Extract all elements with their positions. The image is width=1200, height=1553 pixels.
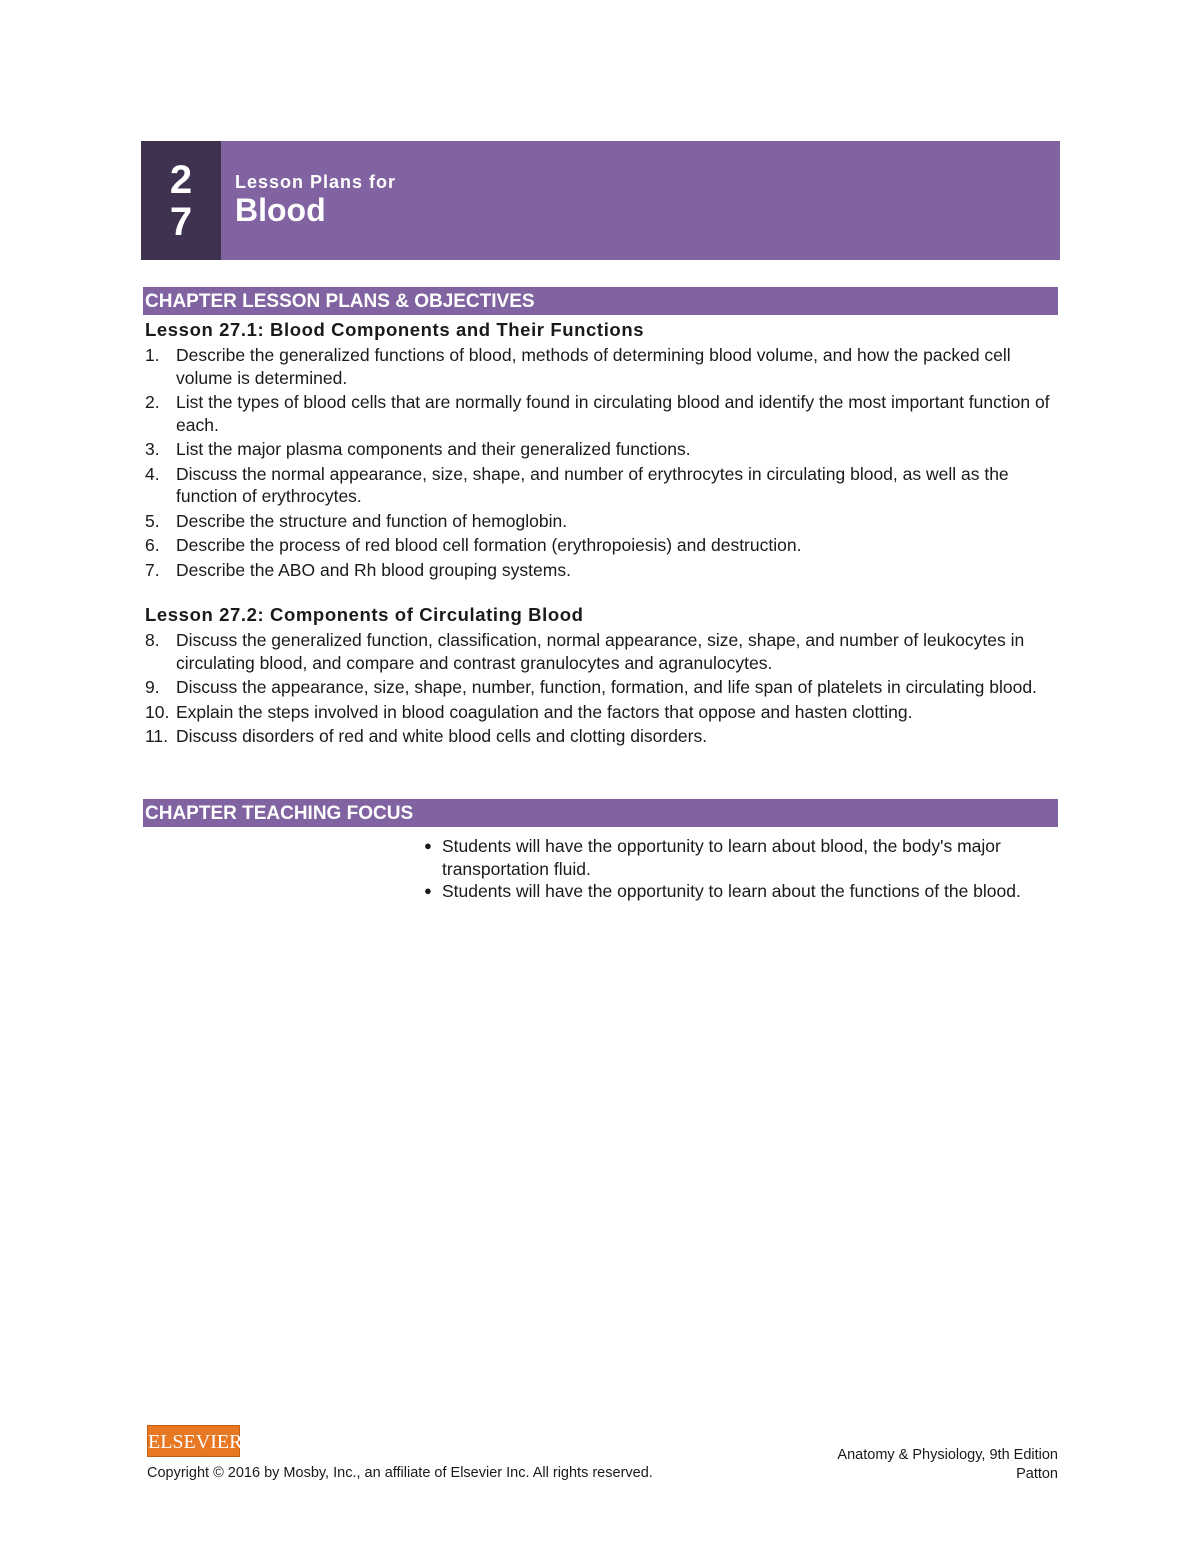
objective-item [145,344,1055,389]
teaching-focus-list [424,835,1044,903]
objective-number: 7. [145,559,160,580]
objective-item [145,701,1055,724]
objective-item [145,534,1055,557]
copyright-notice: Copyright © 2016 by Mosby, Inc., an affiliate of Elsevier Inc. All rights reserved. [147,1465,653,1481]
objective-number: 3. [145,439,160,459]
objective-number: 1. [145,345,160,365]
objective-number: 9. [145,677,160,697]
chapter-banner [141,141,1060,260]
objective-number: 11. [145,726,169,746]
objective-item [145,629,1055,674]
teaching-focus-item [424,835,1044,880]
objective-text: Discuss the appearance, size, shape, number, function, formation, and life span of platelets in circulating blood. [176,677,1037,697]
chapter-number-digit-2: 7 [169,199,193,244]
chapter-title: Blood [235,192,326,228]
teaching-focus-item [424,880,1044,903]
bullet-icon: ● [424,883,432,898]
book-author: Patton [1016,1466,1058,1482]
lesson-27-1-objectives [145,344,1055,583]
objective-text: List the types of blood cells that are normally found in circulating blood and identify the most important function of each. [176,392,1050,435]
teaching-focus-section-header: CHAPTER TEACHING FOCUS [143,799,1058,827]
objective-item [145,391,1055,436]
objective-text: Describe the structure and function of hemoglobin. [176,510,568,531]
objective-item [145,463,1055,508]
objective-text: Discuss the generalized function, classification, normal appearance, size, shape, and number of leukocytes in circulating blood, and compare and contrast granulocytes and agranulocytes. [176,630,1025,673]
elsevier-logo: ELSEVIER [147,1425,240,1457]
objective-text: Discuss the normal appearance, size, shape, and number of erythrocytes in circulating blood, as well as the function of erythrocytes. [176,463,1009,506]
objective-number: 5. [145,510,160,531]
objective-text: Describe the ABO and Rh blood grouping systems. [176,559,571,580]
objective-item [145,559,1055,582]
objective-item [145,725,1055,748]
objective-item [145,510,1055,533]
objective-number: 8. [145,630,160,650]
objective-item [145,438,1055,461]
objective-number: 6. [145,535,160,555]
objective-number: 4. [145,463,160,484]
teaching-focus-text: Students will have the opportunity to learn about blood, the body's major transportation fluid. [442,836,1001,879]
chapter-number-digit-1: 2 [169,157,193,202]
objectives-section-header: CHAPTER LESSON PLANS & OBJECTIVES [143,287,1058,315]
objective-text: Describe the generalized functions of blood, methods of determining blood volume, and how the packed cell volume is determined. [176,345,1011,388]
book-info [837,1446,1058,1484]
lesson-27-1-heading: Lesson 27.1: Blood Components and Their Functions [145,319,645,340]
objective-text: Discuss disorders of red and white blood cells and clotting disorders. [176,726,708,746]
chapter-subtitle: Lesson Plans for [235,172,397,192]
objective-text: List the major plasma components and their generalized functions. [176,439,691,459]
chapter-number [141,141,221,260]
book-title: Anatomy & Physiology, 9th Edition [837,1447,1058,1463]
objective-text: Explain the steps involved in blood coagulation and the factors that oppose and hasten clotting. [176,701,913,722]
lesson-27-2-objectives [145,629,1055,750]
objective-item [145,676,1055,699]
lesson-27-2-heading: Lesson 27.2: Components of Circulating Blood [145,604,584,625]
chapter-title-block [221,141,396,260]
teaching-focus-text: Students will have the opportunity to learn about the functions of the blood. [442,881,1021,901]
objective-number: 10. [145,701,170,722]
bullet-icon: ● [424,838,432,853]
objective-text: Describe the process of red blood cell formation (erythropoiesis) and destruction. [176,535,802,555]
objective-number: 2. [145,392,160,412]
